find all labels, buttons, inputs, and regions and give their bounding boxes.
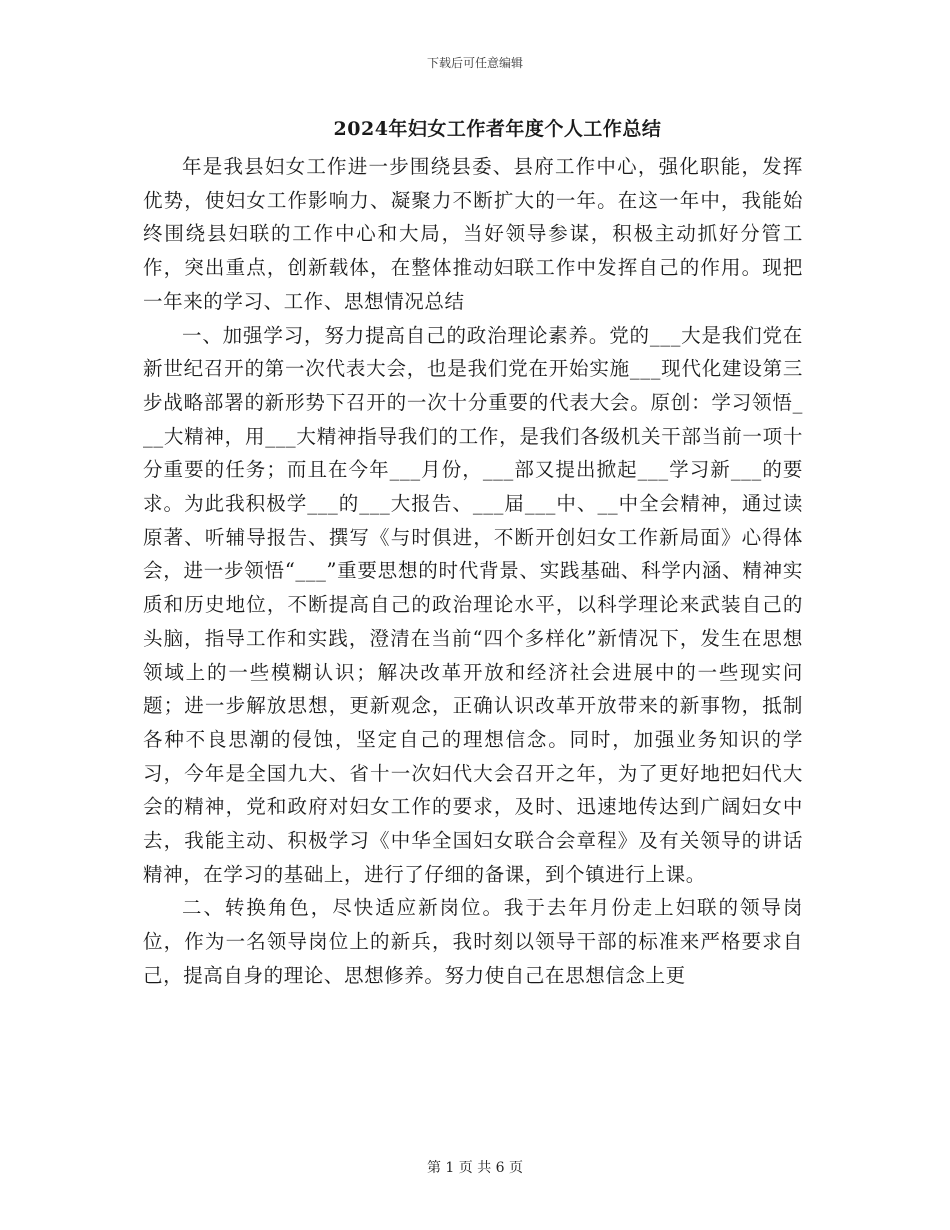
paragraph-section-2: 二、转换角色，尽快适应新岗位。我于去年月份走上妇联的领导岗位，作为一名领导岗位上的新兵，我时刻以领导干部的标准来严格要求自己，提高自身的理论、思想修养。努力使自己在思想信念上更 [143, 896, 803, 987]
paragraph-section-1: 一、加强学习，努力提高自己的政治理论素养。党的___大是我们党在新世纪召开的第一次代表大会，也是我们党在开始实施___现代化建设第三步战略部署的新形势下召开的一次十分重要的代表大会。原创：学习领悟___大精神，用___大精神指导我们的工作，是我们各级机关干部当前一项十分重要的任务；而且在今年___月份，___部又提出掀起___学习新___的要求。为此我积极学___的___大报告、___届___中、__中全会精神，通过读原著、听辅导报告、撰写《与时俱进，不断开创妇女工作新局面》心得体会，进一步领悟“___”重要思想的时代背景、实践基础、科学内涵、精神实质和历史地位，不断提高自己的政治理论水平，以科学理论来武装自己的头脑，指导工作和实践，澄清在当前“四个多样化”新情况下，发生在思想领域上的一些模糊认识；解决改革开放和经济社会进展中的一些现实问题；进一步解放思想，更新观念，正确认识改革开放带来的新事物，抵制各种不良思潮的侵蚀，坚定自己的理想信念。同时，加强业务知识的学习，今年是全国九大、省十一次妇代大会召开之年，为了更好地把妇代大会的精神，党和政府对妇女工作的要求，及时、迅速地传达到广阔妇女中去，我能主动、积极学习《中华全国妇女联合会章程》及有关领导的讲话精神，在学习的基础上，进行了仔细的备课，到个镇进行上课。 [143, 323, 803, 886]
document-title: 2024年妇女工作者年度个人工作总结 [333, 118, 662, 140]
paragraph-intro: 年是我县妇女工作进一步围绕县委、县府工作中心，强化职能，发挥优势，使妇女工作影响力、凝聚力不断扩大的一年。在这一年中，我能始终围绕县妇联的工作中心和大局，当好领导参谋，积极主动抓好分管工作，突出重点，创新载体，在整体推动妇联工作中发挥自己的作用。现把一年来的学习、工作、思想情况总结 [143, 155, 803, 313]
header-note: 下载后可任意编辑 [426, 56, 523, 70]
page-footer: 第 1 页 共 6 页 [426, 1160, 524, 1176]
document-body [143, 150, 803, 993]
